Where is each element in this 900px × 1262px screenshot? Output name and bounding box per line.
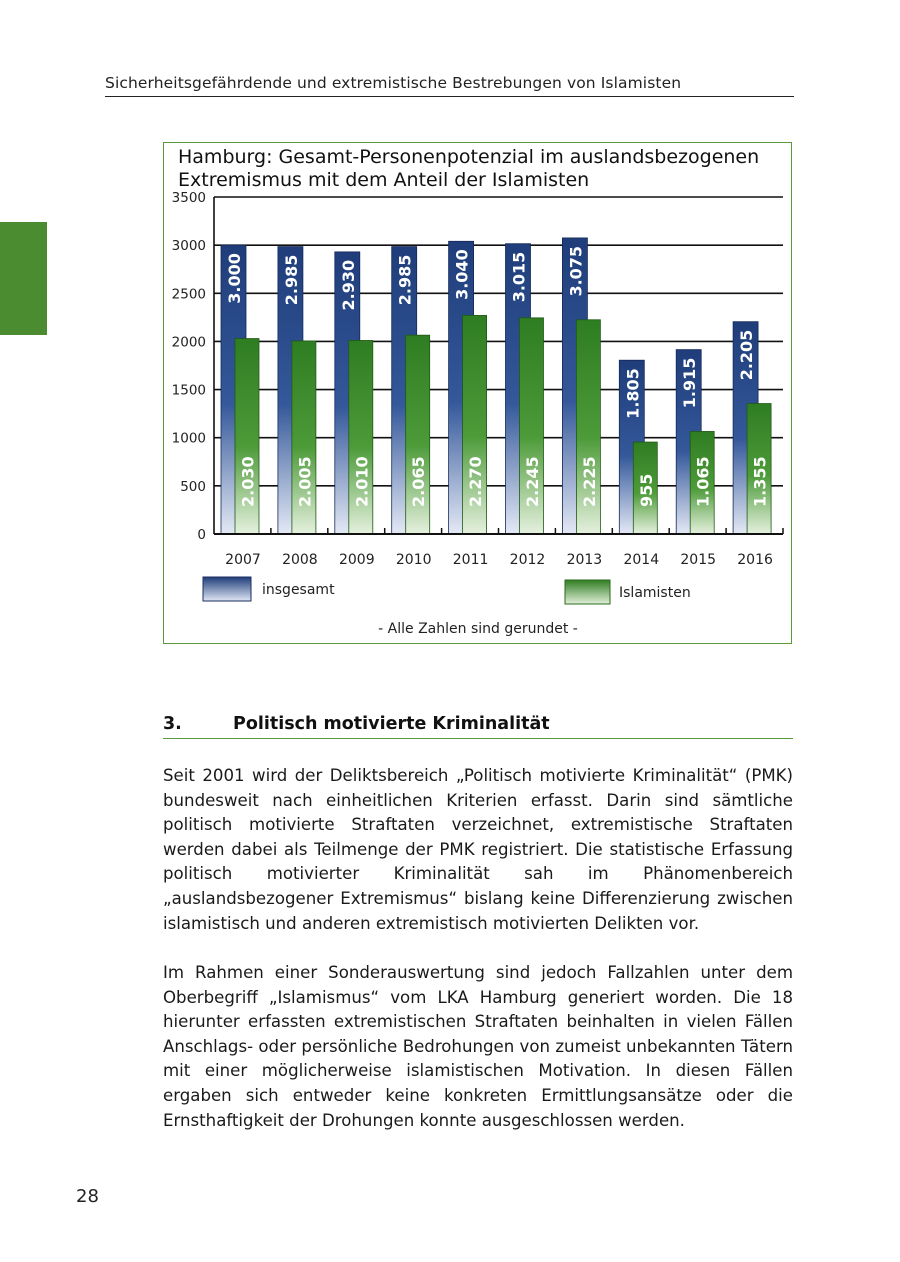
data-label-insgesamt-2009: 2.930 xyxy=(338,259,358,311)
data-label-islamisten-2014: 955 xyxy=(636,473,656,507)
y-tick-label-3500: 3500 xyxy=(171,190,206,206)
x-tick-label-2015: 2015 xyxy=(680,552,717,568)
y-tick-label-500: 500 xyxy=(180,478,206,495)
y-tick-label-2000: 2000 xyxy=(171,334,206,351)
legend-swatch-islamisten xyxy=(565,580,610,604)
x-tick-label-2009: 2009 xyxy=(338,552,375,568)
chart-figure xyxy=(163,142,792,644)
data-label-islamisten-2011: 2.270 xyxy=(466,456,486,507)
x-tick-label-2012: 2012 xyxy=(509,552,546,568)
legend-swatch-insgesamt xyxy=(203,577,251,601)
x-tick-label-2014: 2014 xyxy=(623,552,660,568)
chart-title-line-2: Extremismus mit dem Anteil der Islamisten xyxy=(178,169,590,191)
data-label-insgesamt-2008: 2.985 xyxy=(281,254,301,306)
data-label-insgesamt-2013: 3.075 xyxy=(566,245,586,297)
y-tick-label-2500: 2500 xyxy=(171,286,206,303)
data-label-insgesamt-2015: 1.915 xyxy=(680,357,700,409)
data-label-islamisten-2012: 2.245 xyxy=(523,456,542,507)
chart-title-line-1: Hamburg: Gesamt-Personenpotenzial im auslandsbezogenen xyxy=(178,146,760,168)
data-label-islamisten-2007: 2.030 xyxy=(238,456,258,507)
chart-footnote: - Alle Zahlen sind gerundet - xyxy=(378,621,578,637)
running-header: Sicherheitsgefährdende und extremistische Bestrebungen von Islamisten xyxy=(105,74,794,97)
data-label-islamisten-2008: 2.005 xyxy=(295,456,315,507)
chapter-tab-marker xyxy=(0,222,47,335)
data-label-islamisten-2009: 2.010 xyxy=(352,456,372,507)
data-label-insgesamt-2007: 3.000 xyxy=(225,253,244,304)
data-label-islamisten-2010: 2.065 xyxy=(409,456,429,507)
x-tick-label-2011: 2011 xyxy=(452,552,489,568)
x-tick-label-2007: 2007 xyxy=(225,552,261,568)
x-tick-label-2013: 2013 xyxy=(566,552,603,568)
bar-chart xyxy=(164,143,790,642)
y-tick-label-3000: 3000 xyxy=(171,238,206,255)
legend-label-islamisten: Islamisten xyxy=(619,585,691,601)
y-tick-label-1500: 1500 xyxy=(171,382,206,399)
data-label-insgesamt-2011: 3.040 xyxy=(452,249,472,300)
data-label-insgesamt-2012: 3.015 xyxy=(509,251,529,303)
data-label-insgesamt-2016: 2.205 xyxy=(737,329,757,381)
data-label-islamisten-2016: 1.355 xyxy=(750,456,770,507)
section-number: 3. xyxy=(163,714,182,734)
data-label-islamisten-2013: 2.225 xyxy=(579,456,599,507)
body-paragraph-1: Seit 2001 wird der Deliktsbereich „Politisch motivierte Kriminalität“ (PMK) bundesweit nach einheitlichen Kriterien erfasst. Darin sind sämtliche politisch motivierte Straftaten verzeichnet, extremistische Straftaten werden dabei als Teilmenge der PMK registriert. Die statistische Erfassung politisch motivierter Kriminalität sah im Phänomenbereich „auslandsbezogener Extremismus“ bislang keine Differenzierung zwischen islamistisch und anderen extremistisch motivierten Delikten vor. xyxy=(163,766,793,933)
body-paragraph-2: Im Rahmen einer Sonderauswertung sind jedoch Fallzahlen unter dem Oberbegriff „Islamismus“ vom LKA Hamburg generiert worden. Die 18 hierunter erfassten extremistischen Straftaten beinhalten in vielen Fällen Anschlags- oder persönliche Bedrohungen von zumeist unbekannten Tätern mit einer möglicherweise islamistischen Motivation. In diesen Fällen ergaben sich entweder keine konkreten Ermittlungsansätze oder die Ernsthaftigkeit der Drohungen konnte ausgeschlossen werden. xyxy=(163,963,793,1130)
section-heading xyxy=(163,714,793,739)
y-tick-label-1000: 1000 xyxy=(171,430,206,447)
page-number: 28 xyxy=(76,1186,99,1207)
data-label-islamisten-2015: 1.065 xyxy=(693,456,713,507)
data-label-insgesamt-2010: 2.985 xyxy=(395,254,415,306)
y-tick-label-0: 0 xyxy=(197,527,206,543)
legend-label-insgesamt: insgesamt xyxy=(262,582,335,598)
x-tick-label-2008: 2008 xyxy=(282,552,318,568)
x-tick-label-2016: 2016 xyxy=(737,552,773,568)
section-title: Politisch motivierte Kriminalität xyxy=(233,714,550,734)
data-label-insgesamt-2014: 1.805 xyxy=(623,368,643,419)
x-tick-label-2010: 2010 xyxy=(395,552,432,568)
